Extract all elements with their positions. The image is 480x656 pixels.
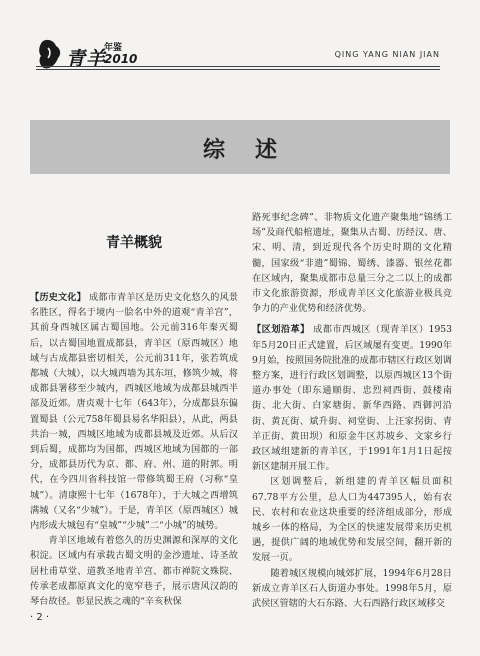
page-header bbox=[0, 0, 480, 80]
chapter-title: 综述 bbox=[202, 137, 307, 163]
text-admin-history: 成都市西城区（现青羊区）1953年5月20日正式建置，后区域屡有变更。1990年9月始，按照国务院批准的成都市辖区行政区划调整方案，进行行政区划调整，以原西城区13个街道办事处（即东通顺街、忠烈祠西街、鼓楼南街、北大街、白家塘街、新华西路、西御河沿街、黄瓦街、斌升街、祠堂街、上汪家拐街、青羊正街、黄田坝）和原金牛区苏坡乡、文家乡行政区域组建新的青羊区，于1991年1月1日起按新区建制开展工作。 bbox=[252, 324, 452, 473]
logo-year: 2010 bbox=[104, 52, 138, 66]
paragraph-history bbox=[30, 290, 238, 533]
label-admin-history: 【区划沿革】 bbox=[252, 324, 310, 336]
running-head: QING YANG NIAN JIAN bbox=[334, 50, 440, 59]
paragraph-after-adjustment: 区划调整后，新组建的青羊区幅员面积67.78平方公里，总人口为447395人，始有农民、农村和农业这块重要的经济组成部分，形成城乡一体的格局，为全区的快速发展带来历史机遇，提供广阔的地域优势和发展空间，翻开新的发展一页。 bbox=[252, 476, 452, 564]
right-column bbox=[252, 210, 452, 611]
logo-title: 青羊 bbox=[66, 48, 107, 70]
header-divider bbox=[36, 66, 440, 70]
paragraph-expansion: 随着城区规模向城郊扩展，1994年6月28日新成立青羊区石人街道办事处。1998年5月，原武侯区管辖的大石东路、大石西路行政区域移交 bbox=[252, 567, 452, 610]
logo-subtitle: 年鉴 bbox=[104, 43, 123, 53]
paragraph-heritage: 青羊区地域有着悠久的历史渊源和深厚的文化积淀。区域内有承载古蜀文明的金沙遗址、诗圣故居杜甫草堂、道教圣地青羊宫、都市禅院文殊院、传承老成都原真文化的宽窄巷子，展示唐风汉韵的琴台故径。彰显民族之魂的“辛亥秋保 bbox=[30, 535, 238, 608]
chapter-banner bbox=[30, 120, 450, 174]
paragraph-admin-history bbox=[252, 322, 452, 474]
left-column bbox=[30, 290, 238, 609]
label-history-culture: 【历史文化】 bbox=[30, 292, 86, 303]
text-history-culture: 成都市青羊区是历史文化悠久的风景名胜区，得名于境内一脍名中外的道观“青羊宫”，其前身西城区属古蜀国地。公元前316年秦灭蜀后，以古蜀国地置成都县，青羊区（原西城区）地域与古成都县密切相关，公元前311年，张若筑成都城（大城），以大城西墙为其东垣，修筑少城，将成都县署移至少城内，西城区地域为成都县城西半部及近郊。唐贞观十七年（643年），分成都县东偏置蜀县（公元758年蜀县易名华阳县），从此，两县共治一城，西城区地域为成都县城及近郊。从后汉到后蜀，成都均为国都，西城区地域为国都的一部分，成都县历代为京、都、府、州、道的附郭。明代，在今四川省科技馆一带修筑蜀王府（习称“皇城”）。清康熙十七年（1678年），于大城之西增筑满城（又名“少城”）。于是，青羊区（原西城区）城内形成大城包有“皇城”“少城”二“小城”的城势。 bbox=[30, 292, 239, 532]
page-number: · 2 · bbox=[30, 612, 50, 623]
paragraph-heritage-cont: 路死事纪念碑”、非物质文化遗产聚集地“锦绣工场”及商代船棺遗址，聚集从古蜀、历经汉、唐、宋、明、清，到近现代各个历史时期的文化精髓，国家级“非遗”蜀锦、蜀绣、漆器、银丝花都在区域内，聚集成都市总量三分之二以上的成都市文化旅游资源，形成青羊区文化旅游业极具竞争力的产业优势和经济优势。 bbox=[252, 212, 452, 315]
section-title: 青羊概貌 bbox=[106, 235, 162, 251]
